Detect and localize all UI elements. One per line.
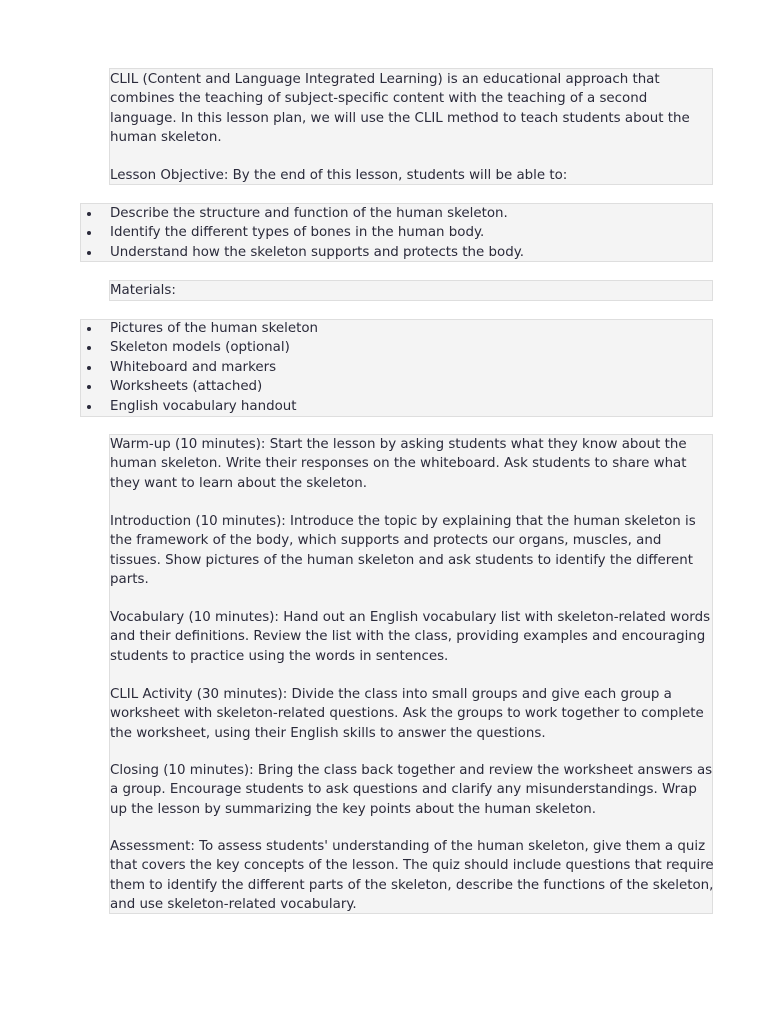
materials-heading: Materials: bbox=[110, 283, 176, 298]
list-item bbox=[80, 204, 714, 223]
list-item bbox=[80, 338, 714, 357]
material-text: Pictures of the human skeleton bbox=[110, 321, 319, 336]
vocabulary-paragraph: Vocabulary (10 minutes): Hand out an English vocabulary list with skeleton-related words and their definitions. Review the list with the class, providing examples and encouraging students to practice using the words in sentences. bbox=[110, 610, 711, 664]
list-item bbox=[80, 358, 714, 377]
list-item bbox=[80, 377, 714, 396]
list-item bbox=[80, 397, 714, 416]
bullet-icon bbox=[87, 385, 91, 389]
clil-activity-paragraph: CLIL Activity (30 minutes): Divide the class into small groups and give each group a worksheet with skeleton-related questions. Ask the groups to work together to complete the worksheet, using their English skills to answer the questions. bbox=[110, 687, 704, 741]
objective-text: Identify the different types of bones in the human body. bbox=[110, 225, 485, 241]
objective-text: Describe the structure and function of the human skeleton. bbox=[110, 206, 508, 221]
material-text: Skeleton models (optional) bbox=[110, 340, 290, 356]
materials-list bbox=[80, 319, 714, 416]
bullet-icon bbox=[87, 212, 91, 216]
bullet-icon bbox=[87, 251, 91, 255]
intro-paragraph: CLIL (Content and Language Integrated Learning) is an educational approach that combines the teaching of subject-specific content with the teaching of a second language. In this lesson plan, we will use the CLIL method to teach students about the human skeleton. bbox=[110, 72, 690, 146]
bullet-icon bbox=[87, 327, 91, 331]
list-item bbox=[80, 243, 714, 262]
objective-text: Understand how the skeleton supports and protects the body. bbox=[110, 244, 524, 260]
objective-heading: Lesson Objective: By the end of this lesson, students will be able to: bbox=[110, 168, 568, 183]
closing-paragraph: Closing (10 minutes): Bring the class back together and review the worksheet answers as a group. Encourage students to ask questions and clarify any misunderstandings. Wrap up the lesson by summarizing the key points about the human skeleton. bbox=[110, 763, 713, 817]
introduction-paragraph: Introduction (10 minutes): Introduce the topic by explaining that the human skeleton is the framework of the body, which supports and protects our organs, muscles, and tissues. Show pictures of the human skeleton and ask students to identify the different parts. bbox=[110, 514, 696, 588]
material-text: Whiteboard and markers bbox=[110, 359, 277, 375]
list-item bbox=[80, 223, 714, 242]
bullet-icon bbox=[87, 366, 91, 370]
bullet-icon bbox=[87, 231, 91, 235]
bullet-icon bbox=[87, 405, 91, 409]
material-text: Worksheets (attached) bbox=[110, 379, 263, 395]
assessment-paragraph: Assessment: To assess students' understanding of the human skeleton, give them a quiz that covers the key concepts of the lesson. The quiz should include questions that require them to identify the different parts of the skeleton, describe the functions of the skeleton, and use skeleton-related vocabulary. bbox=[110, 839, 714, 913]
warmup-paragraph: Warm-up (10 minutes): Start the lesson by asking students what they know about the human skeleton. Write their responses on the whiteboard. Ask students to share what they want to learn about the skeleton. bbox=[110, 437, 687, 491]
bullet-icon bbox=[87, 346, 91, 350]
material-text: English vocabulary handout bbox=[110, 398, 297, 414]
list-item bbox=[80, 319, 714, 338]
objectives-list bbox=[80, 204, 714, 262]
